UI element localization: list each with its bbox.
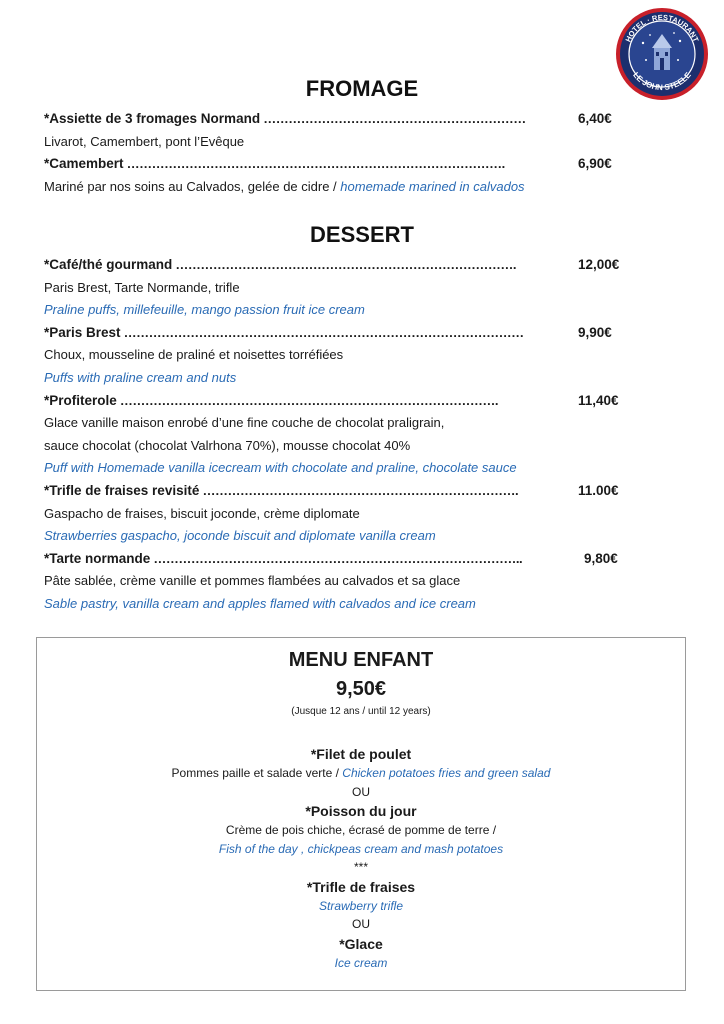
menu-enfant-price: 9,50€ [335,678,387,700]
menu-item-name-line [44,390,644,413]
section-title-dessert: DESSERT [310,222,414,247]
item-desc-fr: Choux, mousseline de praliné et noisettes torréfiées [44,347,344,363]
menu-enfant-age-note: (Jusque 12 ans / until 12 years) [291,706,431,717]
kids-dessert-desc-en: Strawberry trifle [318,898,404,913]
item-desc-fr: Glace vanille maison enrobé d’une fine couche de chocolat praligrain, [44,415,445,431]
item-name: *Camembert [44,156,124,172]
item-desc-en: Sable pastry, vanilla cream and apples flamed with calvados and ice cream [44,595,476,611]
item-desc-fr: Pâte sablée, crème vanille et pommes flambées au calvados et sa glace [44,573,461,589]
logo-bottom-text: LE JOHN STEELE [631,70,693,93]
kids-dish-desc-en: Fish of the day , chickpeas cream and mash potatoes [218,841,504,856]
kids-dish-desc-fr: Crème de pois chiche, écrasé de pomme de terre / [225,823,497,837]
item-desc-en: Praline puffs, millefeuille, mango passion fruit ice cream [44,302,365,318]
logo-top-text: HOTEL · RESTAURANT [623,12,701,44]
kids-or-separator: OU [352,784,370,799]
leader-dots: ………………………………………………………………………………. [116,392,499,408]
kids-dessert-name: *Glace [339,935,383,952]
menu-item-name-line [44,153,644,176]
leader-dots: ………………………………………………………………………. [172,257,516,272]
kids-dish-name: *Filet de poulet [310,746,412,762]
kids-dessert-name: *Trifle de fraises [306,878,416,895]
item-name: *Assiette de 3 fromages Normand [44,111,261,126]
item-price: 11.00€ [578,482,619,498]
kids-dish-desc [37,764,685,783]
leader-dots: ………………………………………………………………………………. [123,156,505,172]
kids-dish-desc-en: Chicken potatoes fries and green salad [342,766,551,780]
item-desc-fr: Livarot, Camembert, pont l’Evêque [44,133,245,149]
kids-dessert-desc-en: Ice cream [334,955,388,970]
item-price: 9,80€ [584,550,618,566]
item-name: *Tarte normande [44,550,151,566]
fromage-list [44,108,644,198]
menu-enfant-title: MENU ENFANT [288,649,434,671]
item-price: 11,40€ [578,392,619,408]
item-desc-fr: Paris Brest, Tarte Normande, trifle [44,279,240,295]
item-desc-en: Puffs with praline cream and nuts [44,369,237,385]
menu-enfant-box [36,637,686,991]
menu-item-name-line [44,480,644,503]
item-price: 9,90€ [578,324,612,340]
item-desc-en: homemade marined in calvados [340,178,525,194]
kids-course-separator: *** [353,860,368,874]
item-price: 6,40€ [578,111,612,126]
item-name: *Café/thé gourmand [44,257,173,272]
leader-dots: …………………………………………………………………………….. [150,550,523,566]
item-price: 12,00€ [578,257,620,272]
item-desc-en: Strawberries gaspacho, joconde biscuit and diplomate vanilla cream [44,528,436,544]
menu-item-name-line [44,322,644,345]
item-desc-fr: Gaspacho de fraises, biscuit joconde, crème diplomate [44,505,360,521]
section-title-fromage: FROMAGE [305,76,419,101]
item-desc-fr: sauce chocolat (chocolat Valrhona 70%), mousse chocolat 40% [44,437,411,453]
dessert-list [44,254,644,616]
leader-dots: …………………………………………………………………. [199,482,519,498]
item-desc-fr: Mariné par nos soins au Calvados, gelée de cidre / [44,178,341,194]
item-name: *Trifle de fraises revisité [44,482,200,498]
kids-dish-desc-fr: Pommes paille et salade verte / [171,766,343,780]
item-price: 6,90€ [578,156,612,172]
item-desc-en: Puff with Homemade vanilla icecream with chocolate and praline, chocolate sauce [44,460,517,476]
item-name: *Paris Brest [44,324,121,340]
menu-item-name-line [44,254,644,277]
menu-item-name-line [44,108,644,131]
item-name: *Profiterole [44,392,117,408]
kids-dish-name: *Poisson du jour [305,803,417,819]
item-desc [44,176,644,199]
menu-item-name-line [44,548,644,571]
kids-or-separator: OU [352,917,370,931]
leader-dots: …………………………………………………………………………………… [120,324,524,340]
leader-dots: ……………………………………………………… [260,111,526,126]
